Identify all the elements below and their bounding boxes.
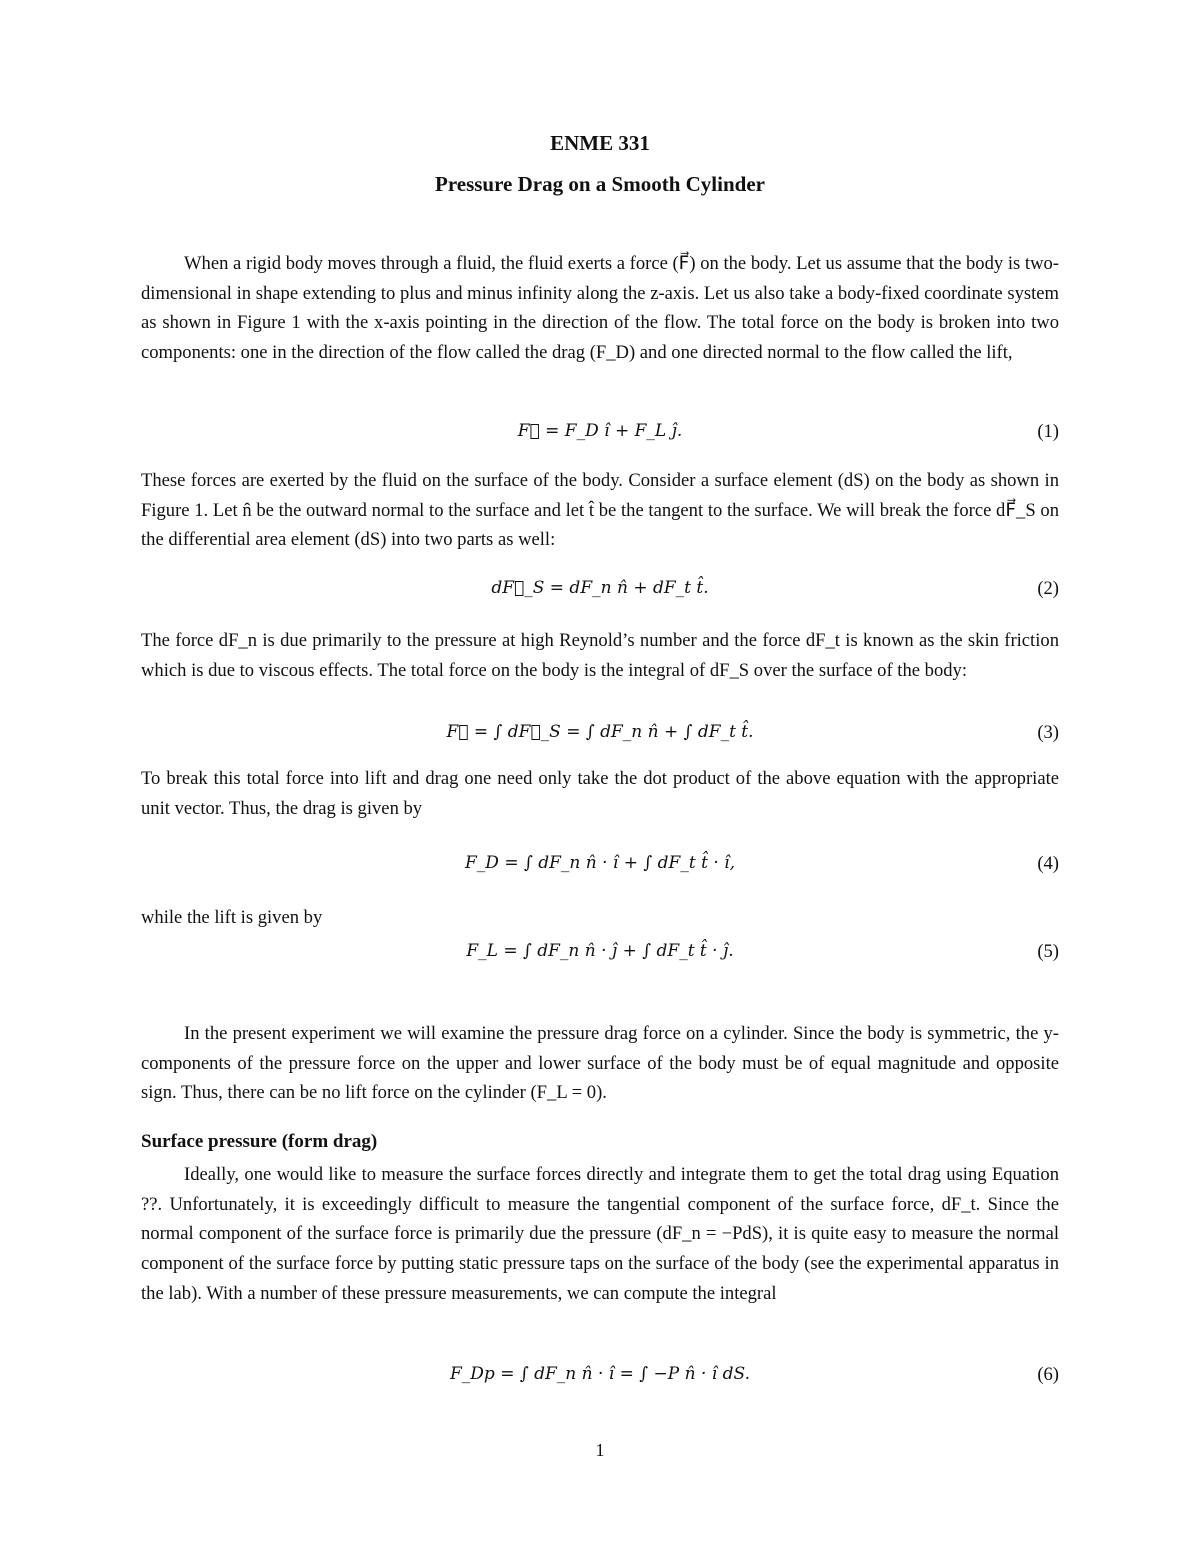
equation-3-body: F⃗ = ∫ dF⃗_S = ∫ dF_n n̂ + ∫ dF_t t̂. [446,722,754,742]
equation-4-number: (4) [1037,853,1059,874]
section-heading: Surface pressure (form drag) [141,1131,378,1152]
equation-6-body: F_Dp = ∫ dF_n n̂ · î = ∫ −P n̂ · î dS. [450,1364,750,1384]
equation-1-body: F⃗ = F_D î + F_L ĵ. [517,421,683,441]
equation-4 [141,847,1059,887]
paragraph-intro: When a rigid body moves through a fluid, the fluid exerts a force (F⃗) on the body. Let us assume that the body is two-dimensional in shape extending to plus and minus infinity along the z-axis. Let us also take a body-fixed coordinate system as shown in Figure 1 with the x-axis pointing in the direction of the flow. The total force on the body is broken into two components: one in the direction of the flow called the drag (F_D) and one directed normal to the flow called the lift, [141,253,1059,364]
equation-3 [141,716,1059,756]
paragraph-surface-pressure: Ideally, one would like to measure the surface forces directly and integrate them to get the total drag using Equation ??. Unfortunately, it is exceedingly difficult to measure the tangential component of the surface force, dF_t. Since the normal component of the surface force is primarily due the pressure (dF_n = −PdS), it is quite easy to measure the normal component of the surface force by putting static pressure taps on the surface of the body (see the experimental apparatus in the lab). With a number of these pressure measurements, we can compute the integral [141,1164,1059,1304]
equation-1-number: (1) [1037,421,1059,442]
equation-2-number: (2) [1037,578,1059,599]
equation-4-body: F_D = ∫ dF_n n̂ · î + ∫ dF_t t̂ · î, [465,853,735,873]
page-number: 1 [595,1440,605,1460]
equation-2 [141,572,1059,612]
course-code: ENME 331 [550,131,650,155]
paragraph-dot-product: To break this total force into lift and drag one need only take the dot product of the above equation with the appropriate unit vector. Thus, the drag is given by [141,768,1059,819]
equation-3-number: (3) [1037,722,1059,743]
paragraph-experiment: In the present experiment we will examine the pressure drag force on a cylinder. Since the body is symmetric, the y-components of the pressure force on the upper and lower surface of the body must be of equal magnitude and opposite sign. Thus, there can be no lift force on the cylinder (F_L = 0). [141,1023,1059,1104]
equation-5-number: (5) [1037,941,1059,962]
equation-6 [141,1358,1059,1398]
equation-5-body: F_L = ∫ dF_n n̂ · ĵ + ∫ dF_t t̂ · ĵ. [466,941,734,961]
equation-5 [141,935,1059,975]
equation-1 [141,415,1059,455]
equation-6-number: (6) [1037,1364,1059,1385]
paragraph-skin-friction: The force dF_n is due primarily to the pressure at high Reynold’s number and the force dF_t is known as the skin friction which is due to viscous effects. The total force on the body is the integral of dF_S over the surface of the body: [141,630,1059,681]
document-title: Pressure Drag on a Smooth Cylinder [435,172,765,196]
paragraph-lift: while the lift is given by [141,907,323,928]
equation-2-body: dF⃗_S = dF_n n̂ + dF_t t̂. [491,578,709,598]
paragraph-surface-element: These forces are exerted by the fluid on the surface of the body. Consider a surface element (dS) on the body as shown in Figure 1. Let n̂ be the outward normal to the surface and let t̂ be the tangent to the surface. We will break the force dF⃗_S on the differential area element (dS) into two parts as well: [141,470,1059,551]
